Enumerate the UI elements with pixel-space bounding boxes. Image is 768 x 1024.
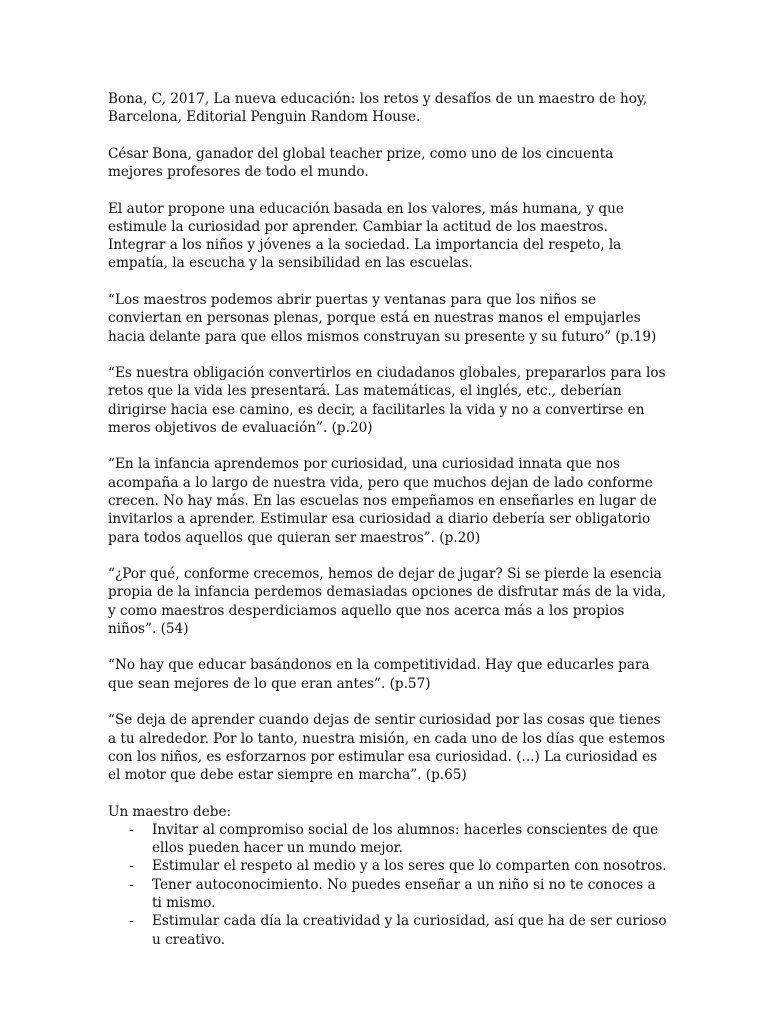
quote-paragraph: “¿Por qué, conforme crecemos, hemos de dejar de jugar? Si se pierde la esencia propia de la infancia perdemos demasiadas opciones de disfrutar más de la vida, y como maestros desperdiciamos aquello que nos acerca más a los propios niños”. (54) (108, 566, 666, 637)
list-item-text: Invitar al compromiso social de los alumnos: hacerles conscientes de que ellos pueden hacer un mundo mejor. (152, 821, 659, 857)
list-item (108, 912, 668, 949)
list-item (108, 876, 668, 913)
summary-paragraph: El autor propone una educación basada en los valores, más humana, y que estimule la curiosidad por aprender. Cambiar la actitud de los maestros. Integrar a los niños y jóvenes a la sociedad. La importancia del respeto, la empatía, la escucha y la sensibilidad en las escuelas. (108, 200, 624, 272)
bullet-list (108, 821, 668, 949)
dash-bullet: - (129, 876, 134, 893)
list-heading: Un maestro debe: (108, 803, 232, 820)
document-page (108, 90, 668, 949)
dash-bullet: - (129, 858, 134, 875)
quote-paragraph: “En la infancia aprendemos por curiosidad, una curiosidad innata que nos acompaña a lo largo de nuestra vida, pero que muchos dejan de lado conforme crecen. No hay más. En las escuelas nos empeñamos en enseñarles en lugar de invitarlos a aprender. Estimular esa curiosidad a diario debería ser obligatorio para todos aquellos que quieran ser maestros”. (p.20) (108, 456, 657, 546)
quote-paragraph: “No hay que educar basándonos en la competitividad. Hay que educarles para que sean mejores de lo que eran antes”. (p.57) (108, 657, 650, 692)
quote-paragraph: “Los maestros podemos abrir puertas y ventanas para que los niños se conviertan en personas plenas, porque está en nuestras manos el empujarles hacia delante para que ellos mismos construyan su presente y su futuro” (p.19) (108, 291, 657, 345)
list-item-text: Estimular cada día la creatividad y la curiosidad, así que ha de ser curioso u creativo. (152, 913, 667, 948)
author-paragraph: César Bona, ganador del global teacher prize, como uno de los cincuenta mejores profesores de todo el mundo. (108, 145, 614, 181)
citation-paragraph: Bona, C, 2017, La nueva educación: los retos y desafíos de un maestro de hoy, Barcelona, Editorial Penguin Random House. (108, 91, 648, 126)
list-item-text: Tener autoconocimiento. No puedes enseñar a un niño si no te conoces a ti mismo. (152, 876, 656, 912)
list-item (108, 857, 668, 875)
list-item-text: Estimular el respeto al medio y a los seres que lo comparten con nosotros. (152, 858, 667, 875)
list-item (108, 821, 668, 858)
quote-paragraph: “Se deja de aprender cuando dejas de sentir curiosidad por las cosas que tienes a tu alrededor. Por lo tanto, nuestra misión, en cada uno de los días que estemos con los niños, es esforzarnos por estimular esa curiosidad. (...) La curiosidad es el motor que debe estar siempre en marcha”. (p.65) (108, 712, 666, 784)
dash-bullet: - (129, 821, 134, 838)
quote-paragraph: “Es nuestra obligación convertirlos en ciudadanos globales, prepararlos para los retos que la vida les presentará. Las matemáticas, el inglés, etc., deberían dirigirse hacia ese camino, es decir, a facilitarles la vida y no a convertirse en meros objetivos de evaluación”. (p.20) (108, 365, 666, 436)
dash-bullet: - (129, 913, 134, 930)
